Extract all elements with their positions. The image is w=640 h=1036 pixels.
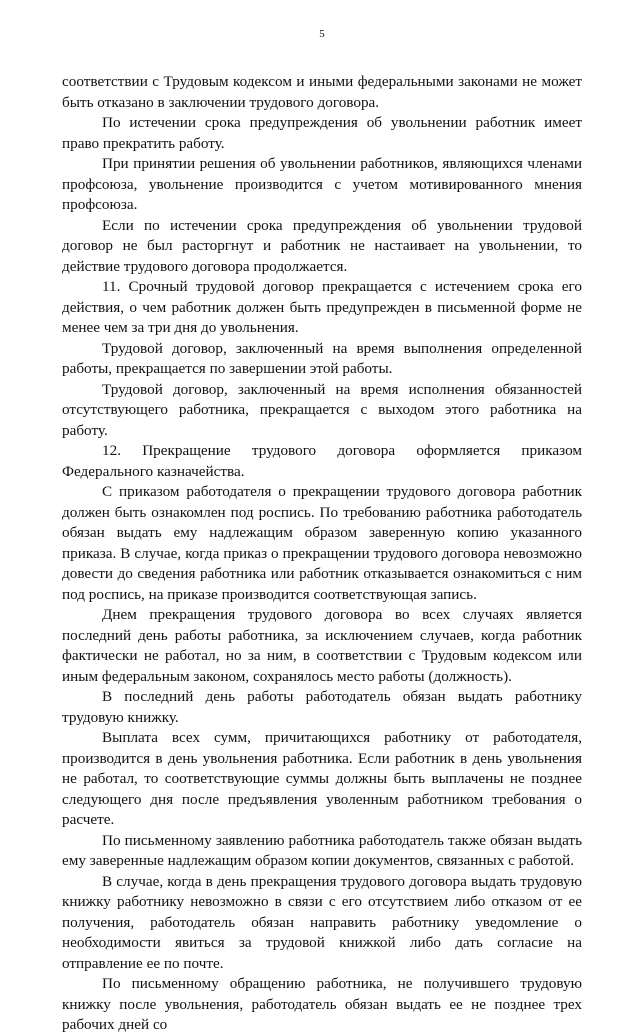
paragraph: В случае, когда в день прекращения трудового договора выдать трудовую книжку работнику невозможно в связи с его отсутствием либо отказом от ее получения, работодатель обязан направить работнику уведомление о необходимости явиться за трудовой книжкой либо дать согласие на отправление ее по почте. — [62, 872, 582, 972]
paragraph: В последний день работы работодатель обязан выдать работнику трудовую книжку. — [62, 688, 582, 726]
paragraph: По истечении срока предупреждения об увольнении работник имеет право прекратить работу. — [62, 114, 582, 152]
paragraph: По письменному обращению работника, не получившего трудовую книжку после увольнения, работодатель обязан выдать ее не позднее трех рабочих дней со — [62, 975, 582, 1033]
paragraph: Трудовой договор, заключенный на время выполнения определенной работы, прекращается по завершении этой работы. — [62, 339, 582, 377]
paragraph: Выплата всех сумм, причитающихся работнику от работодателя, производится в день увольнения работника. Если работник в день увольнения не работал, то соответствующие суммы должны быть выплачены не позднее следующего дня после предъявления уволенным работником требования о расчете. — [62, 729, 582, 828]
page-number: 5 — [319, 28, 325, 40]
paragraph: Днем прекращения трудового договора во всех случаях является последний день работы работника, за исключением случаев, когда работник фактически не работал, но за ним, в соответствии с Трудовым кодексом или иным федеральным законом, сохранялось место работы (должность). — [62, 606, 582, 685]
paragraph: Если по истечении срока предупреждения об увольнении трудовой договор не был расторгнут и работник не настаивает на увольнении, то действие трудового договора продолжается. — [62, 216, 582, 275]
paragraph: При принятии решения об увольнении работников, являющихся членами профсоюза, увольнение производится с учетом мотивированного мнения профсоюза. — [62, 155, 582, 213]
paragraph: По письменному заявлению работника работодатель также обязан выдать ему заверенные надлежащим образом копии документов, связанных с работой. — [62, 831, 582, 869]
paragraph: С приказом работодателя о прекращении трудового договора работник должен быть ознакомлен под роспись. По требованию работника работодатель обязан выдать ему надлежащим образом заверенную копию указанного приказа. В случае, когда приказ о прекращении трудового договора невозможно довести до сведения работника или работник отказывается ознакомиться с ним под роспись, на приказе производится соответствующая запись. — [62, 483, 582, 603]
paragraph: соответствии с Трудовым кодексом и иными федеральными законами не может быть отказано в заключении трудового договора. — [62, 73, 582, 111]
paragraph: 11. Срочный трудовой договор прекращается с истечением срока его действия, о чем работник должен быть предупрежден в письменной форме не менее чем за три дня до увольнения. — [62, 278, 582, 336]
body-text — [62, 72, 582, 1036]
paragraph: Трудовой договор, заключенный на время исполнения обязанностей отсутствующего работника, прекращается с выходом этого работника на работу. — [62, 380, 582, 439]
paragraph: 12. Прекращение трудового договора оформляется приказом Федерального казначейства. — [62, 442, 582, 480]
